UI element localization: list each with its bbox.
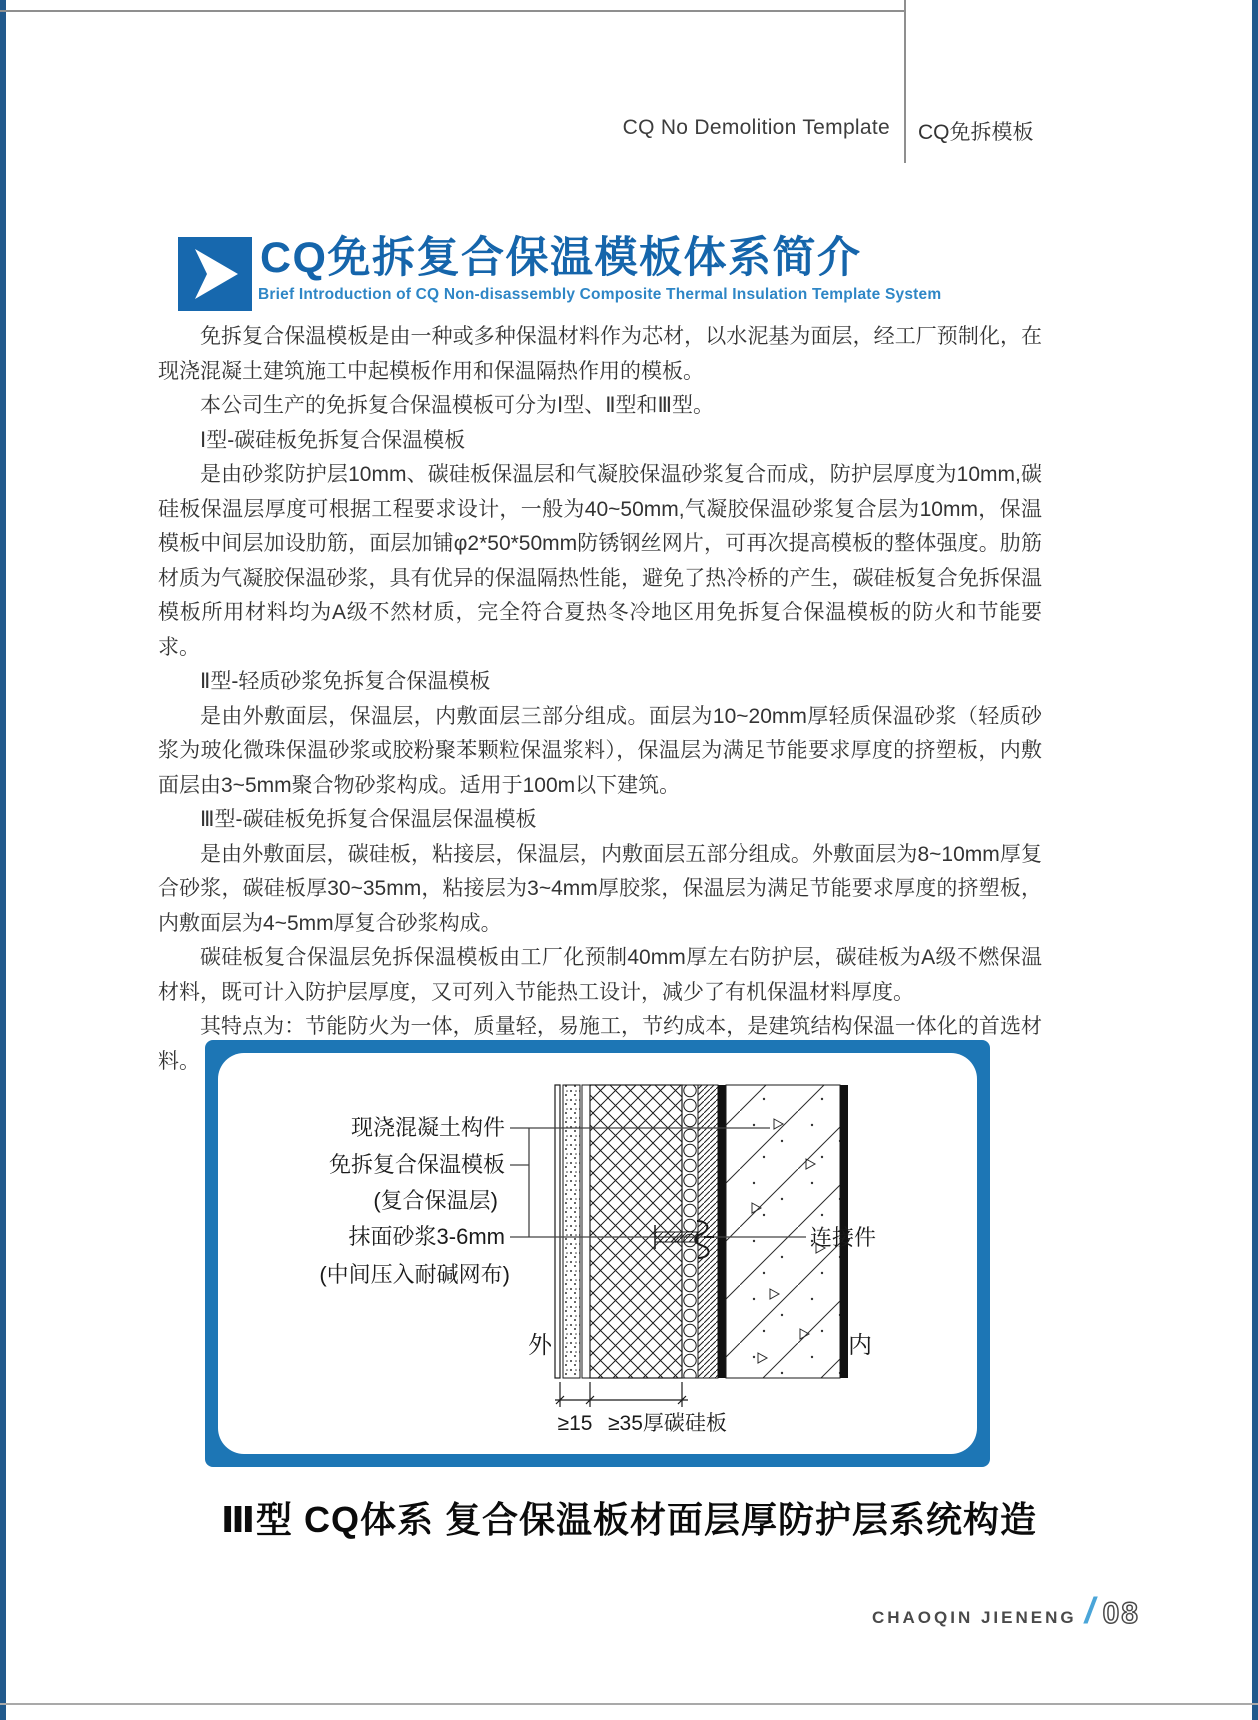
paragraph: 免拆复合保温模板是由一种或多种保温材料作为芯材，以水泥基为面层，经工厂预制化，在现浇混凝土建筑施工中起模板作用和保温隔热作用的模板。 [158, 325, 1042, 383]
arrow-right-icon [178, 237, 252, 311]
label-connector: 连接件 [810, 1225, 877, 1250]
footer-slash: / [1084, 1590, 1095, 1631]
diagram-canvas [218, 1053, 977, 1454]
label-cast-concrete: 现浇混凝土构件 [350, 1115, 505, 1140]
label-insulation-template: 免拆复合保温模板 [328, 1152, 505, 1177]
paragraph-type3-heading: Ⅲ型-碳硅板免拆复合保温层保温模板 [200, 808, 537, 831]
paragraph: 是由砂浆防护层10mm、碳硅板保温层和气凝胶保温砂浆复合而成，防护层厚度为10mm,碳硅板保温层厚度可根据工程要求设计，一般为40~50mm,气凝胶保温砂浆复合层为10mm，保温模板中间层加设肋筋，面层加铺φ2*50*50mm防锈钢丝网片，可再次提高模板的整体强度。肋筋材质为气凝胶保温砂浆，具有优异的保温隔热性能，避免了热冷桥的产生，碳硅板复合免拆保温模板所用材料均为A级不然材质，完全符合夏热冬冷地区用免拆复合保温模板的防火和节能要求。 [158, 463, 1042, 659]
diagram-caption: Ⅲ型 CQ体系 复合保温板材面层厚防护层系统构造 [220, 1499, 1038, 1540]
wall-section [555, 1085, 848, 1378]
paragraph-type1-heading: Ⅰ型-碳硅板免拆复合保温模板 [200, 428, 466, 452]
label-surface-mortar: 抹面砂浆3-6mm [348, 1224, 505, 1249]
diagram-frame [205, 1040, 990, 1467]
left-edge-bar [0, 0, 6, 1720]
label-composite-layer: (复合保温层) [373, 1188, 498, 1213]
right-edge-bar [1252, 0, 1258, 1720]
label-inside: 内 [848, 1332, 872, 1359]
label-alkali-mesh: (中间压入耐碱网布) [319, 1262, 510, 1287]
dimension-35: ≥35厚碳硅板 [608, 1412, 727, 1435]
dimension-15: ≥15 [557, 1412, 593, 1435]
paragraph-type2-heading: Ⅱ型-轻质砂浆免拆复合保温模板 [200, 670, 491, 693]
paragraph: 碳硅板复合保温层免拆保温模板由工厂化预制40mm厚左右防护层，碳硅板为A级不燃保温材料，既可计入防护层厚度，又可列入节能热工设计，减少了有机保温材料厚度。 [158, 946, 1042, 1004]
top-rule-line [0, 10, 905, 12]
running-head-chinese: CQ免拆模板 [918, 121, 1034, 144]
label-outside: 外 [528, 1332, 552, 1359]
paragraph: 其特点为：节能防火为一体，质量轻，易施工，节约成本，是建筑结构保温一体化的首选材料。 [158, 1015, 1042, 1073]
page-footer [871, 1590, 1140, 1631]
section-title: CQ免拆复合保温模板体系简介 [260, 234, 862, 282]
paragraph: 是由外敷面层，碳硅板，粘接层，保温层，内敷面层五部分组成。外敷面层为8~10mm厚复合砂浆，碳硅板厚30~35mm，粘接层为3~4mm厚胶浆，保温层为满足节能要求厚度的挤塑板，内敷面层为4~5mm厚复合砂浆构成。 [158, 842, 1042, 935]
paragraph: 是由外敷面层，保温层，内敷面层三部分组成。面层为10~20mm厚轻质保温砂浆（轻质砂浆为玻化微珠保温砂浆或胶粉聚苯颗粒保温浆料），保温层为满足节能要求厚度的挤塑板，内敷面层由3~5mm聚合物砂浆构成。适用于100m以下建筑。 [158, 704, 1042, 797]
bottom-rule-line [0, 1703, 1258, 1705]
page-number: 08 [1102, 1597, 1140, 1630]
body-text [158, 320, 1042, 1079]
dimension-lines [555, 1382, 688, 1407]
running-head-english: CQ No Demolition Template [622, 116, 890, 139]
paragraph: 本公司生产的免拆复合保温模板可分为Ⅰ型、Ⅱ型和Ⅲ型。 [200, 394, 715, 417]
brand-name: CHAOQIN JIENENG [871, 1608, 1077, 1627]
header-divider-line [904, 0, 906, 163]
construction-diagram [218, 1053, 977, 1454]
section-subtitle: Brief Introduction of CQ Non-disassembly Composite Thermal Insulation Template System [258, 286, 942, 303]
